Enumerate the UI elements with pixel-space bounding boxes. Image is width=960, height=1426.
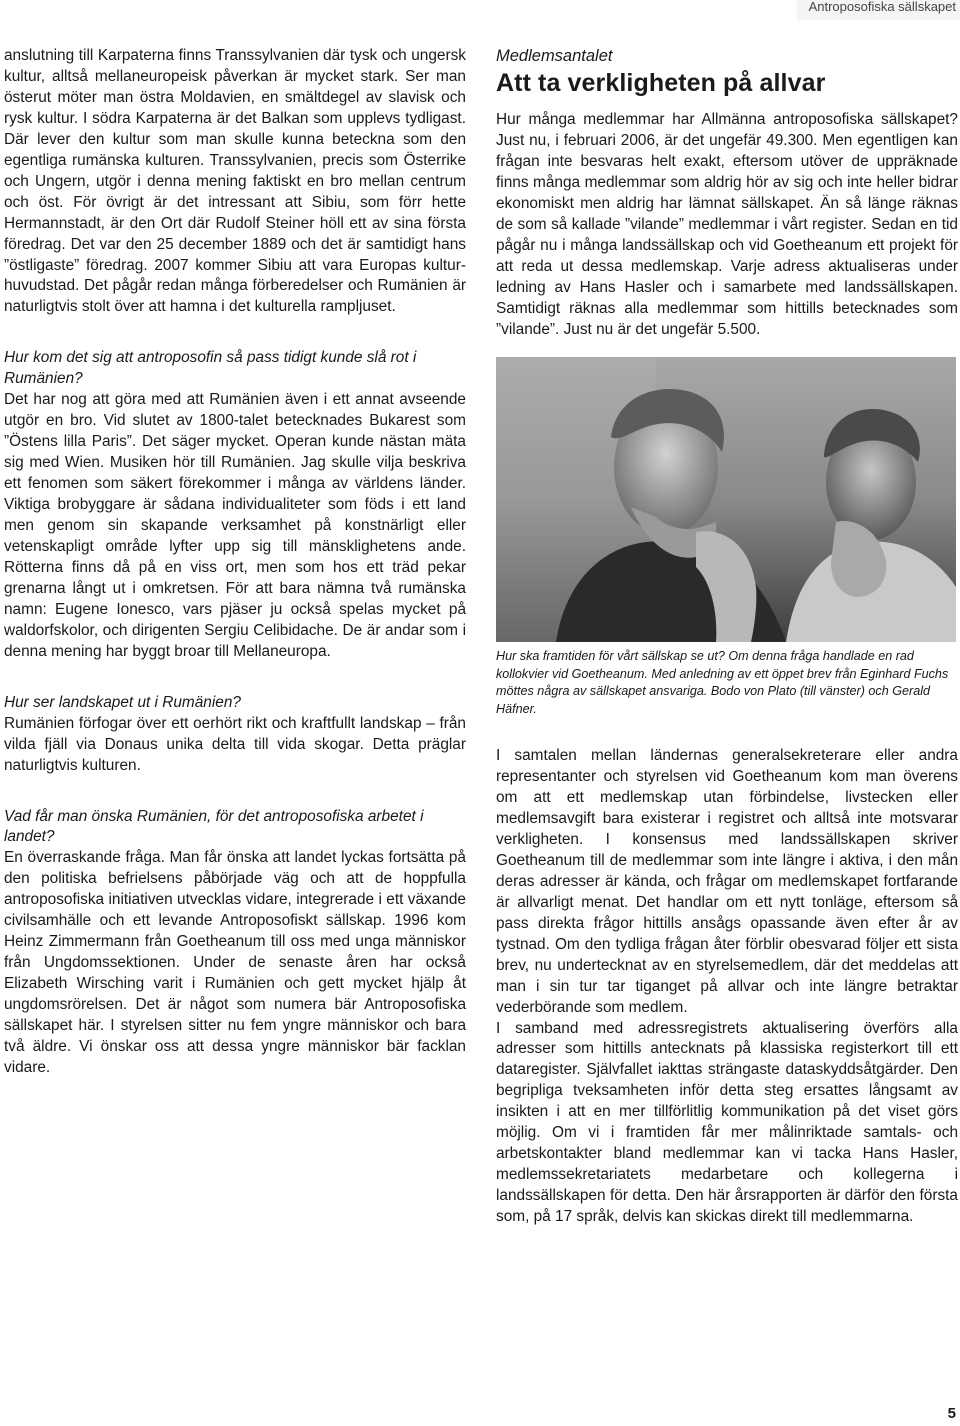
page-number: 5: [947, 1405, 956, 1422]
photo-two-men: [496, 357, 956, 642]
body-paragraph: anslutning till Karpaterna finns Transsylvanien där tysk och ungersk kultur, alltså mellaneuropeisk påverkan är mycket stark. Ser man österut möter man östra Moldavien, en smältdegel av slavisk och rysk kultur. I södra Karpaterna är det Balkan som upplevs tydligast. Där lever den kultur som man skulle kunna beteckna som den egentliga rumänska kulturen. Transsylvanien, precis som Österrike och Ungern, utgör i denna mening faktiskt en bro mellan centrum och öst. För övrigt är det intressant att Sibiu, som förr hette Hermannstadt, är den Ort där Rudolf Steiner höll ett av sina första föredrag. Det var den 25 december 1889 och det är samtidigt hans ”östligaste” föredrag. 2007 kommer Sibiu att vara Europas kulturhuvudstad. Det pågår redan många förberedelser och Rumänien är naturligtvis stolt över att hamna i det kulturella rampljuset.: [4, 47, 466, 316]
running-head: Antroposofiska sällskapet: [797, 0, 960, 20]
left-column: [4, 46, 466, 1079]
body-paragraph: Hur många medlemmar har Allmänna antroposofiska sällskapet? Just nu, i februari 2006, är det ungefär 49.300. Men egentligen kan frågan inte besvaras helt exakt, eftersom utöver de uppräknade finns många medlemmar som aldrig hör av sig och inte heller bidrar ekonomiskt men aldrig har lämnat sällskapet. Än så länge räknas de som så kallade ”vilande” medlemmar i vårt register. Sedan en tid pågår nu i många landssällskap och vid Goetheanum ett projekt för att reda ut dessa medlemskap. Varje adress aktualiseras under ledning av Hans Hasler och i samarbete med landssällskapen. Samtidigt räknas alla medlemmar som hittills betecknades som ”vilande”. Just nu är det ungefär 5.500.: [496, 111, 958, 338]
interview-answer: Rumänien förfogar över ett oerhört rikt och kraftfullt landskap – från vilda fjäll via Donaus unika delta till vida skogar. Detta präglar naturligtvis kulturen.: [4, 714, 466, 774]
photo-caption: Hur ska framtiden för vårt sällskap se ut? Om denna fråga handlade en rad kollokvier vid Goetheanum. Med anledning av ett öppet brev från Eginhard Fuchs möttes några av sällskapet ansvariga. Bodo von Plato (till vänster) och Gerald Häfner.: [496, 649, 949, 716]
interview-question: Hur kom det sig att antroposofin så pass tidigt kunde slå rot i Rumänien?: [4, 349, 417, 388]
interview-question: Hur ser landskapet ut i Rumänien?: [4, 693, 241, 711]
body-paragraph: I samtalen mellan ländernas generalsekreterare eller andra representanter och styrelsen vid Goetheanum kom man överens om att ett medlemskap utan förbindelse, livstecken eller medlemsavgift bara existerar i registret och alltså inte motsvarar verkligheten. I konsensus med landssällskapen skriver Goetheanum till de medlemmar som inte längre i aktiva, i den mån deras adresser är kända, och frågar om medlemskapet fortfarande är allvarligt menat. Det handlar om ett nytt tonläge, eftersom så pass direkta frågor hittills ansågs opassande även efter år av tystnad. Om den tydliga frågan åter förblir obesvarad följer ett sista brev, nu undertecknat av en styrelsemedlem, där det meddelas att man i sin tur tar tiganget på allvar och inte längre betraktar vederbörande som medlem.: [496, 747, 958, 1016]
section-kicker: Medlemsantalet: [496, 47, 613, 65]
article-headline: Att ta verkligheten på allvar: [496, 69, 826, 97]
body-paragraph: I samband med adressregistrets aktualisering överförs alla adresser som hittills antecknats på klassiska registerkort till ett dataregister. Självfallet iakttas strängaste dataskyddsåtgärder. Den begripliga tveksamheten inför detta steg ersattes långsamt av insikten i att en mer tillförlitlig kommunikation på det viset görs möjlig. Om vi i framtiden får mer målinriktade samtals- och arbetskontakter bland medlemmar kan vi tacka Hans Hasler, medlemssekretariatets medarbetare och kollegerna i landssällskapen för detta. Den här årsrapporten är därför den första som, på 17 språk, delvis kan skickas direkt till medlemmarna.: [496, 1019, 958, 1226]
interview-answer: En överraskande fråga. Man får önska att landet lyckas fortsätta på den politiska befrielsens påbörjade väg och att de hoppfulla antroposofiska initiativen utvecklas vidare, integrerade i ett växande civilsamhälle och ett levande Antroposofiskt sällskap. 1996 kom Heinz Zimmermann från Goetheanum till oss med unga människor från Ungdomssektionen. Under de senaste åren har också Elizabeth Wirsching varit i Rumänien och gett mycket hjälp åt ungdomsrörelsen. Det är något som numera bär Antroposofiska sällskapet här. I styrelsen sitter nu fem yngre människor och bara två äldre. Vi önskar oss att dessa yngre människor bär facklan vidare.: [4, 849, 466, 1076]
photo-illustration: [496, 357, 956, 642]
interview-answer: Det har nog att göra med att Rumänien även i ett annat avseende utgör en bro. Vid slutet av 1800-talet betecknades Bukarest som ”Östens lilla Paris”. Det säger mycket. Operan kunde nästan mäta sig med Wien. Musiken hör till Rumänien. Jag skulle vilja beskriva ett fenomen som säkert förekommer i många av världens länder. Viktiga brobyggare är sådana individualiteter som föds i ett land men genom sin skapande verksamhet på konstnärligt eller vetenskapligt område lyfter upp sig till mänsklighetens ande. Rötterna finns då på en viss ort, men som hos ett träd pekar grenarna långt ut i omkretsen. För att bara nämna två rumänska namn: Eugene Ionesco, vars pjäser ju också spelas mycket på waldorfskolor, och dirigenten Sergiu Celibidache. De är andar som i denna mening har byggt broar till Mellaneuropa.: [4, 391, 466, 660]
interview-question: Vad får man önska Rumänien, för det antroposofiska arbetet i landet?: [4, 807, 424, 846]
right-column: [496, 46, 958, 1228]
